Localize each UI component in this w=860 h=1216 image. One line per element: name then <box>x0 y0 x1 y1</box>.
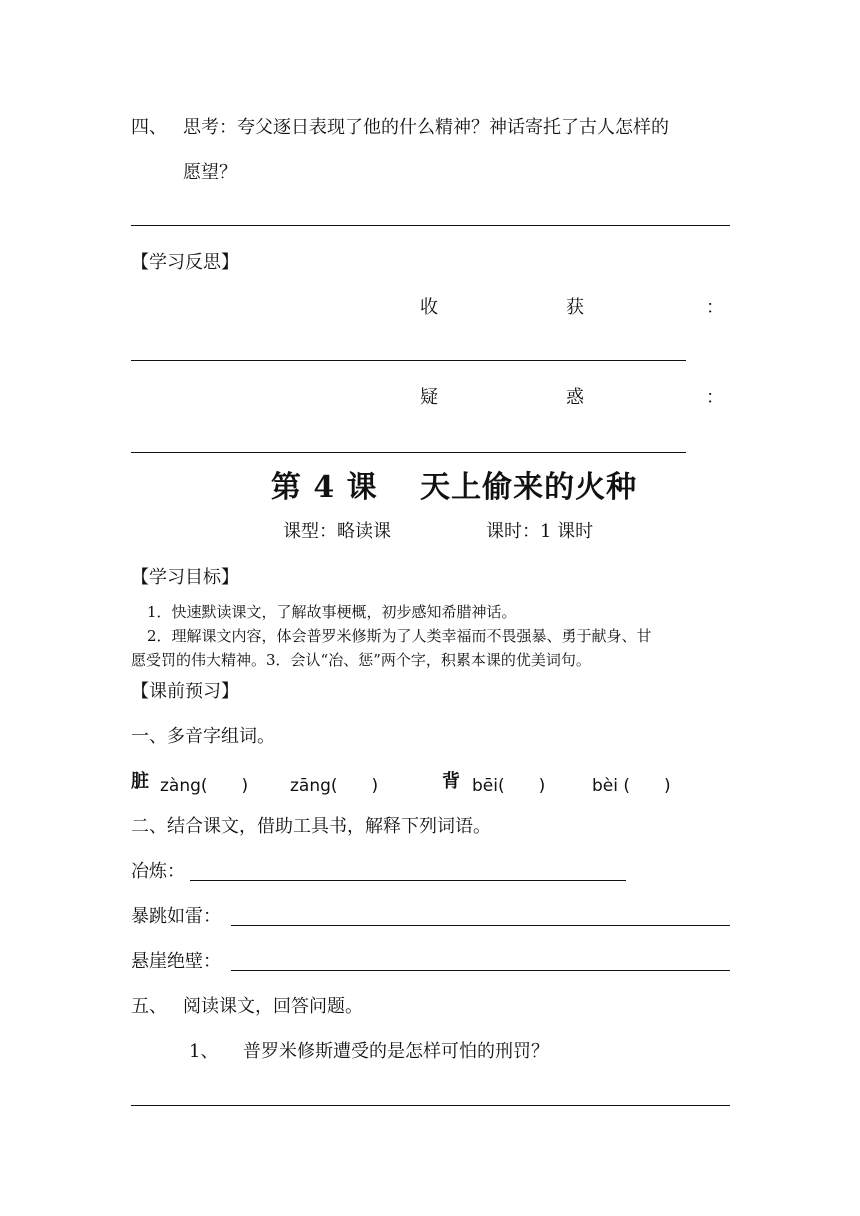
doubt-char-1: 疑 <box>420 387 438 408</box>
preview-heading: 【课前预习】 <box>131 681 239 702</box>
question-5-number: 五、 <box>131 996 167 1017</box>
word-2-label: 暴跳如雷： <box>131 906 221 927</box>
word-2-answer-line <box>231 925 730 926</box>
sub-question-1-text: 普罗米修斯遭受的是怎样可怕的刑罚？ <box>243 1041 549 1062</box>
doubt-colon: ： <box>706 387 724 408</box>
polyphone-char-1: 脏 <box>131 771 149 792</box>
goal-line-2: 2．理解课文内容，体会普罗米修斯为了人类幸福而不畏强暴、勇于献身、甘 <box>147 627 652 645</box>
reflection-heading: 【学习反思】 <box>131 252 239 273</box>
doubt-char-2: 惑 <box>566 387 584 408</box>
word-1-label: 冶炼： <box>131 861 185 882</box>
pinyin-zang1: zāng( ) <box>290 776 379 796</box>
pinyin-bei1: bēi( ) <box>472 776 546 796</box>
lesson-hours: 课时：1 课时 <box>486 521 594 542</box>
gain-char-1: 收 <box>420 297 438 318</box>
lesson-title: 第 4 课 天上偷来的火种 <box>270 470 638 505</box>
question-5-text: 阅读课文，回答问题。 <box>183 996 363 1017</box>
preview-section-2: 二、结合课文，借助工具书，解释下列词语。 <box>131 816 491 837</box>
gain-colon: ： <box>706 297 724 318</box>
sub-question-1-answer-line <box>131 1105 730 1106</box>
doubt-answer-line <box>131 452 686 453</box>
word-1-answer-line <box>190 880 626 881</box>
pinyin-zang4: zàng( ) <box>160 776 249 796</box>
answer-line <box>131 225 730 226</box>
pinyin-bei4: bèi ( ) <box>592 776 671 796</box>
question-4-number: 四、 <box>131 117 167 138</box>
sub-question-1-number: 1、 <box>189 1041 219 1062</box>
gain-char-2: 获 <box>566 297 584 318</box>
lesson-type: 课型：略读课 <box>283 521 391 542</box>
goals-heading: 【学习目标】 <box>131 567 239 588</box>
question-4-text-line2: 愿望？ <box>183 162 237 183</box>
goal-line-3: 愿受罚的伟大精神。3．会认“冶、惩”两个字，积累本课的优美词句。 <box>131 651 591 669</box>
word-3-answer-line <box>231 970 730 971</box>
preview-section-1: 一、多音字组词。 <box>131 726 275 747</box>
gain-answer-line <box>131 360 686 361</box>
goal-line-1: 1．快速默读课文，了解故事梗概，初步感知希腊神话。 <box>147 603 517 621</box>
word-3-label: 悬崖绝壁： <box>131 951 221 972</box>
polyphone-char-2: 背 <box>442 771 460 792</box>
question-4-text-line1: 思考：夸父逐日表现了他的什么精神？神话寄托了古人怎样的 <box>183 117 669 138</box>
